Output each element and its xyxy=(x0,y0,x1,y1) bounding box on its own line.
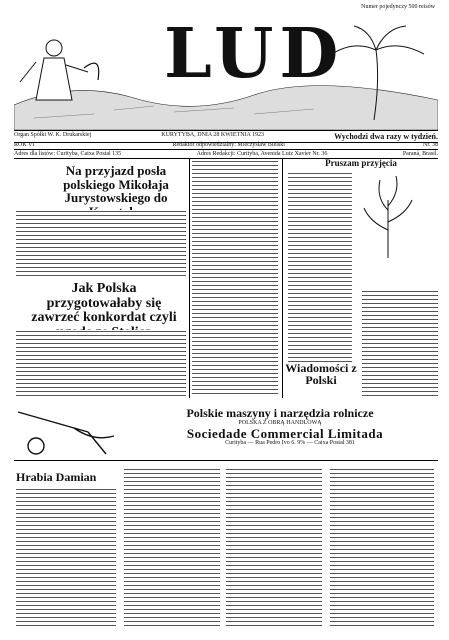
serial-body xyxy=(16,488,116,628)
column-right xyxy=(288,172,352,362)
ad-headline: Polskie maszyny i narzędzia rolnicze xyxy=(186,406,374,420)
location-date: KURYTYBA, DNIA 28 KWIETNIA 1923 xyxy=(161,132,265,138)
admin-label: Adres Redakcji: Curityba, Avenida Luiz Xavier Nr. 36 xyxy=(196,151,328,157)
column-bottom-2 xyxy=(124,468,220,628)
article-body-concordat xyxy=(16,330,186,396)
address-label: Adres dla listów: Curityba, Caixa Postal 135 xyxy=(14,151,122,157)
frequency-label: Wychodzi dwa razy w tydzień. xyxy=(334,132,438,141)
article-heading-news: Wiadomości z Polski xyxy=(285,361,357,387)
issue-number: Nr. 38 xyxy=(423,142,438,148)
ad-company: Sociedade Commercial Limitada xyxy=(186,426,384,441)
column-middle xyxy=(192,160,278,396)
masthead-title: LUD xyxy=(164,14,345,94)
price-note: Numer pojedynczy 500 reisów xyxy=(361,4,435,10)
country-label: Paraná, Brasil. xyxy=(402,151,438,157)
sidebar-heading: Pruszam przyjęcia xyxy=(325,158,397,168)
ad-rule xyxy=(14,460,438,461)
column-divider xyxy=(189,158,190,398)
column-bottom-4 xyxy=(330,468,434,628)
serial-heading: Hrabia Damian xyxy=(16,470,97,484)
article-body-visit xyxy=(16,210,186,276)
article-heading-concordat: Jak Polska przygotowałaby się zawrzeć konkordat czyli xyxy=(31,281,177,326)
column-bottom-3 xyxy=(226,468,322,628)
plant-illustration xyxy=(358,170,418,260)
year-label: ROK VI xyxy=(14,142,35,148)
article-heading-visit: Na przyjazd posła polskiego Mikołaja Jurystowskiego do xyxy=(63,163,169,206)
ad-subline: POLSKA Z OBRĄ HANDLOWĄ xyxy=(238,420,322,426)
editorial-label: Redaktor odpowiedzialny: Mieczysław Bielski xyxy=(172,142,285,148)
ad-address: Curityba — Rua Pedro Ivo 6. 9% — Caixa Postal 381 xyxy=(225,440,355,446)
column-far-right xyxy=(362,290,438,396)
masthead xyxy=(14,10,438,130)
header-row-2 xyxy=(14,141,438,150)
organ-label: Organ Spółki W. K. Drukarskiej xyxy=(14,132,92,138)
plough-illustration xyxy=(14,402,130,458)
